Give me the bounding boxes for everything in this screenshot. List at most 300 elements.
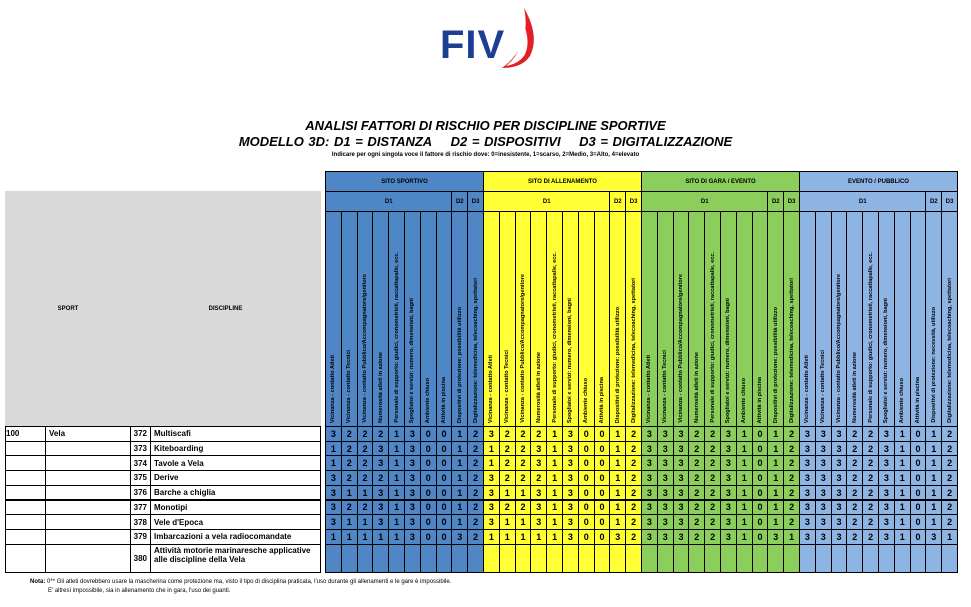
- footnote: [30, 578, 930, 596]
- risk-value: 3: [799, 514, 816, 530]
- factor-label: Ambiente chiuso: [741, 377, 748, 423]
- risk-value: 2: [783, 500, 800, 516]
- risk-value: [752, 544, 769, 573]
- risk-value: [609, 544, 626, 573]
- d3-header: D3: [941, 191, 958, 212]
- discipline-code: 374: [130, 455, 151, 471]
- risk-value: 2: [688, 514, 705, 530]
- risk-value: 3: [641, 441, 658, 457]
- risk-value: 2: [625, 426, 642, 442]
- discipline-name: Derive: [150, 470, 321, 486]
- factor-header: [720, 211, 737, 427]
- risk-value: 2: [499, 470, 516, 486]
- sport-name: [45, 514, 131, 530]
- risk-value: [894, 544, 911, 573]
- risk-value: 2: [467, 514, 484, 530]
- risk-value: 0: [752, 470, 769, 486]
- risk-value: 2: [688, 470, 705, 486]
- factor-label: Numerosità atleti in azione: [693, 352, 700, 423]
- risk-value: 3: [767, 529, 784, 545]
- risk-value: 1: [894, 426, 911, 442]
- risk-value: 2: [941, 500, 958, 516]
- risk-value: 1: [609, 500, 626, 516]
- sport-name: [45, 500, 131, 516]
- factor-header: [688, 211, 705, 427]
- risk-value: 2: [625, 485, 642, 501]
- factor-label: Dispositivi di protezione: possibilità utilizzo: [772, 306, 779, 423]
- risk-value: 1: [894, 500, 911, 516]
- risk-value: 2: [688, 485, 705, 501]
- risk-value: 1: [736, 470, 753, 486]
- group-header: EVENTO / PUBBLICO: [799, 171, 958, 192]
- risk-value: 0: [578, 514, 595, 530]
- risk-value: 1: [894, 455, 911, 471]
- risk-value: 3: [720, 455, 737, 471]
- group-header: SITO DI GARA / EVENTO: [641, 171, 800, 192]
- risk-value: 2: [357, 455, 374, 471]
- risk-value: [372, 544, 389, 573]
- risk-value: 1: [388, 441, 405, 457]
- d3-header: D3: [783, 191, 800, 212]
- risk-value: 2: [846, 470, 863, 486]
- factor-header: [831, 211, 848, 427]
- factor-label: Vicinanza - contatto Pubblico/Accompagnatore/genitore: [361, 274, 368, 423]
- risk-value: 3: [483, 485, 500, 501]
- risk-value: [625, 544, 642, 573]
- risk-value: [815, 544, 832, 573]
- risk-value: 2: [783, 470, 800, 486]
- factor-label: Vicinanza - contatto Atleti: [804, 354, 811, 423]
- risk-value: 2: [862, 514, 879, 530]
- risk-value: 3: [562, 426, 579, 442]
- risk-value: [799, 544, 816, 573]
- risk-value: 3: [878, 514, 895, 530]
- factor-header: [594, 211, 611, 427]
- risk-value: 2: [625, 514, 642, 530]
- risk-value: 0: [436, 529, 453, 545]
- factor-label: Vicinanza - contatto Tecnici: [662, 349, 669, 423]
- risk-value: 1: [767, 500, 784, 516]
- risk-value: 3: [878, 441, 895, 457]
- risk-value: 2: [704, 500, 721, 516]
- risk-value: 3: [657, 470, 674, 486]
- factor-label: Vicinanza - contatto Atleti: [488, 354, 495, 423]
- risk-value: 2: [704, 441, 721, 457]
- risk-value: [941, 544, 958, 573]
- risk-value: 3: [720, 470, 737, 486]
- risk-value: 3: [483, 426, 500, 442]
- risk-value: 1: [357, 529, 374, 545]
- discipline-name: Attività motorie marinaresche applicative alle discipline della Vela: [150, 544, 321, 573]
- risk-value: [673, 544, 690, 573]
- col-header-disciplines: DISCIPLINE: [130, 191, 321, 427]
- risk-value: 3: [673, 426, 690, 442]
- risk-value: 2: [783, 441, 800, 457]
- factor-label: Personale di supporto: giudici, cronometristi, raccattapalle, ecc.: [867, 252, 874, 423]
- risk-value: [704, 544, 721, 573]
- risk-value: 3: [878, 455, 895, 471]
- risk-value: 3: [657, 485, 674, 501]
- risk-value: [767, 544, 784, 573]
- risk-value: 2: [941, 441, 958, 457]
- discipline-code: 379: [130, 529, 151, 545]
- risk-value: 3: [451, 529, 468, 545]
- risk-value: 3: [799, 455, 816, 471]
- risk-value: 1: [609, 441, 626, 457]
- risk-value: 2: [862, 485, 879, 501]
- risk-value: 2: [862, 529, 879, 545]
- discipline-code: 372: [130, 426, 151, 442]
- note-label: Nota:: [30, 579, 46, 585]
- risk-value: 1: [325, 455, 342, 471]
- risk-value: [783, 544, 800, 573]
- risk-value: 1: [530, 529, 547, 545]
- risk-value: 2: [499, 455, 516, 471]
- sport-code: [5, 514, 46, 530]
- risk-value: 1: [609, 455, 626, 471]
- risk-value: 3: [562, 441, 579, 457]
- risk-value: 2: [467, 529, 484, 545]
- risk-value: 1: [546, 514, 563, 530]
- risk-value: 3: [372, 514, 389, 530]
- risk-value: 3: [831, 529, 848, 545]
- risk-value: 1: [736, 514, 753, 530]
- risk-value: 1: [451, 485, 468, 501]
- risk-value: 3: [815, 455, 832, 471]
- risk-value: 3: [878, 470, 895, 486]
- risk-value: 3: [562, 529, 579, 545]
- risk-value: 2: [783, 485, 800, 501]
- factor-label: Attività in piscina: [440, 376, 447, 423]
- risk-value: 1: [767, 514, 784, 530]
- factor-label: Vicinanza - contatto Pubblico/Accompagnatore/genitore: [835, 274, 842, 423]
- risk-value: 3: [815, 441, 832, 457]
- sport-code: [5, 544, 46, 573]
- risk-value: 0: [594, 455, 611, 471]
- model-prefix: MODELLO 3D:: [238, 134, 330, 149]
- risk-value: 3: [562, 514, 579, 530]
- risk-value: 2: [862, 455, 879, 471]
- risk-value: 0: [578, 470, 595, 486]
- factor-label: Attività in piscina: [598, 376, 605, 423]
- risk-value: 3: [404, 529, 421, 545]
- factor-header: [530, 211, 547, 427]
- risk-value: 3: [831, 514, 848, 530]
- discipline-name: Barche a chiglia: [150, 485, 321, 501]
- risk-value: 2: [341, 500, 358, 516]
- risk-value: 3: [483, 470, 500, 486]
- factor-header: [483, 211, 500, 427]
- risk-value: [451, 544, 468, 573]
- risk-value: 1: [767, 441, 784, 457]
- risk-value: 1: [388, 485, 405, 501]
- sport-code: [5, 485, 46, 501]
- risk-value: 0: [578, 455, 595, 471]
- risk-value: 1: [388, 470, 405, 486]
- d1-header: D1: [799, 191, 926, 212]
- risk-value: 2: [625, 500, 642, 516]
- factor-label: Spogliatoi e servizi: numero, dimensioni, bagni: [883, 297, 890, 423]
- risk-value: 2: [704, 514, 721, 530]
- factor-header: [546, 211, 563, 427]
- risk-value: 1: [388, 514, 405, 530]
- risk-value: 1: [736, 441, 753, 457]
- risk-value: 0: [910, 455, 927, 471]
- discipline-code: 375: [130, 470, 151, 486]
- risk-value: 2: [846, 485, 863, 501]
- group-header: SITO DI ALLENAMENTO: [483, 171, 642, 192]
- factor-header: [783, 211, 800, 427]
- risk-value: 2: [704, 455, 721, 471]
- risk-value: 1: [515, 529, 532, 545]
- group-header: SITO SPORTIVO: [325, 171, 484, 192]
- risk-value: 3: [673, 500, 690, 516]
- risk-value: 3: [673, 529, 690, 545]
- risk-value: 3: [799, 441, 816, 457]
- risk-value: 3: [372, 500, 389, 516]
- factor-label: Attività in piscina: [756, 376, 763, 423]
- risk-value: 3: [530, 485, 547, 501]
- risk-value: 0: [594, 485, 611, 501]
- risk-value: 2: [704, 470, 721, 486]
- risk-value: 0: [436, 470, 453, 486]
- risk-value: 1: [451, 426, 468, 442]
- risk-value: 2: [499, 441, 516, 457]
- factor-label: Attività in piscina: [914, 376, 921, 423]
- sport-code: [5, 441, 46, 457]
- factor-label: Spogliatoi e servizi: numero, dimensioni, bagni: [567, 297, 574, 423]
- discipline-code: 377: [130, 500, 151, 516]
- risk-value: 1: [736, 455, 753, 471]
- risk-value: 2: [467, 500, 484, 516]
- risk-value: 2: [625, 529, 642, 545]
- risk-value: 1: [483, 441, 500, 457]
- risk-value: 3: [404, 514, 421, 530]
- risk-value: 0: [910, 485, 927, 501]
- risk-value: 3: [325, 514, 342, 530]
- risk-value: 3: [641, 529, 658, 545]
- risk-value: 0: [752, 441, 769, 457]
- factor-header: [925, 211, 942, 427]
- risk-value: [436, 544, 453, 573]
- risk-value: 2: [941, 470, 958, 486]
- risk-value: 3: [530, 455, 547, 471]
- risk-value: 3: [720, 500, 737, 516]
- risk-value: 1: [767, 485, 784, 501]
- risk-value: 2: [357, 470, 374, 486]
- factor-label: Ambiente chiuso: [583, 377, 590, 423]
- risk-value: 0: [910, 514, 927, 530]
- risk-value: 2: [941, 514, 958, 530]
- risk-value: 0: [578, 441, 595, 457]
- factor-label: Personale di supporto: giudici, cronometristi, raccattapalle, ecc.: [551, 252, 558, 423]
- risk-value: 1: [451, 514, 468, 530]
- risk-value: 0: [594, 426, 611, 442]
- risk-value: 2: [862, 500, 879, 516]
- logo-text: FIV: [440, 23, 506, 67]
- risk-value: 0: [420, 426, 437, 442]
- risk-value: 0: [910, 470, 927, 486]
- risk-value: 1: [941, 529, 958, 545]
- risk-value: 1: [925, 455, 942, 471]
- discipline-name: Imbarcazioni a vela radiocomandate: [150, 529, 321, 545]
- factor-label: Vicinanza - contatto Pubblico/Accompagnatore/genitore: [519, 274, 526, 423]
- risk-value: 3: [530, 514, 547, 530]
- risk-value: 0: [436, 455, 453, 471]
- risk-value: [831, 544, 848, 573]
- factor-header: [609, 211, 626, 427]
- factor-label: Dispositivi di protezione: possibilità utilizzo: [456, 306, 463, 423]
- factor-header: [846, 211, 863, 427]
- risk-value: [357, 544, 374, 573]
- d2-header: D2: [451, 191, 468, 212]
- risk-value: 2: [846, 529, 863, 545]
- risk-value: 3: [815, 500, 832, 516]
- risk-value: 2: [467, 426, 484, 442]
- risk-value: 3: [815, 485, 832, 501]
- risk-value: [657, 544, 674, 573]
- risk-value: 2: [515, 470, 532, 486]
- risk-value: 1: [609, 470, 626, 486]
- risk-value: 2: [372, 470, 389, 486]
- factor-label: Numerosità atleti in azione: [535, 352, 542, 423]
- risk-value: 0: [420, 485, 437, 501]
- factor-header: [657, 211, 674, 427]
- sport-name: [45, 544, 131, 573]
- risk-value: 1: [894, 529, 911, 545]
- risk-value: [688, 544, 705, 573]
- risk-value: 0: [420, 441, 437, 457]
- risk-value: 1: [325, 529, 342, 545]
- risk-value: 0: [752, 455, 769, 471]
- risk-value: 1: [546, 426, 563, 442]
- risk-value: 3: [657, 441, 674, 457]
- risk-value: 0: [594, 500, 611, 516]
- risk-value: 2: [625, 441, 642, 457]
- risk-value: 0: [752, 529, 769, 545]
- risk-value: 2: [846, 455, 863, 471]
- risk-value: 1: [483, 529, 500, 545]
- risk-value: 1: [783, 529, 800, 545]
- risk-value: 3: [641, 500, 658, 516]
- risk-value: 0: [594, 514, 611, 530]
- risk-value: 3: [657, 529, 674, 545]
- sport-name: [45, 485, 131, 501]
- risk-value: 0: [420, 455, 437, 471]
- factor-label: Vicinanza - contatto Tecnici: [504, 349, 511, 423]
- sport-name: [45, 455, 131, 471]
- risk-value: 2: [357, 500, 374, 516]
- factor-header: [894, 211, 911, 427]
- risk-value: 0: [436, 441, 453, 457]
- risk-value: [420, 544, 437, 573]
- d3-header: D3: [625, 191, 642, 212]
- risk-value: [341, 544, 358, 573]
- risk-value: [546, 544, 563, 573]
- risk-value: [530, 544, 547, 573]
- risk-value: 3: [878, 500, 895, 516]
- risk-value: 0: [420, 470, 437, 486]
- risk-value: 2: [688, 426, 705, 442]
- model-d2: D2 = DISPOSITIVI: [450, 134, 561, 149]
- risk-value: 1: [609, 514, 626, 530]
- risk-value: 0: [420, 514, 437, 530]
- risk-value: 1: [515, 485, 532, 501]
- risk-value: 1: [388, 529, 405, 545]
- factor-header: [704, 211, 721, 427]
- risk-value: 3: [404, 426, 421, 442]
- discipline-name: Kiteboarding: [150, 441, 321, 457]
- risk-value: 3: [673, 455, 690, 471]
- risk-value: 2: [515, 441, 532, 457]
- factor-label: Dispositivi di protezione: possibilità utilizzo: [614, 306, 621, 423]
- risk-value: 1: [925, 426, 942, 442]
- risk-value: 1: [499, 529, 516, 545]
- risk-value: 2: [625, 470, 642, 486]
- risk-value: 1: [894, 470, 911, 486]
- risk-value: 1: [546, 500, 563, 516]
- risk-value: 2: [862, 441, 879, 457]
- risk-value: 2: [941, 455, 958, 471]
- risk-value: 1: [894, 514, 911, 530]
- risk-value: 1: [451, 470, 468, 486]
- risk-value: 1: [546, 470, 563, 486]
- risk-value: 3: [815, 470, 832, 486]
- risk-value: 2: [846, 514, 863, 530]
- d1-header: D1: [641, 191, 768, 212]
- risk-value: 3: [641, 455, 658, 471]
- risk-value: 3: [562, 470, 579, 486]
- risk-value: 3: [720, 426, 737, 442]
- risk-value: 2: [467, 441, 484, 457]
- risk-value: 2: [467, 470, 484, 486]
- risk-value: 2: [357, 426, 374, 442]
- risk-value: 1: [925, 500, 942, 516]
- page-title: ANALISI FATTORI DI RISCHIO PER DISCIPLINE SPORTIVE: [305, 118, 666, 133]
- risk-value: 1: [388, 426, 405, 442]
- risk-value: 3: [372, 455, 389, 471]
- risk-value: 3: [673, 441, 690, 457]
- factor-label: Vicinanza - contatto Atleti: [646, 354, 653, 423]
- risk-value: [862, 544, 879, 573]
- factor-header: [752, 211, 769, 427]
- risk-value: 3: [657, 500, 674, 516]
- risk-value: 2: [530, 470, 547, 486]
- risk-value: 1: [372, 529, 389, 545]
- factor-header: [625, 211, 642, 427]
- sport-name: [45, 529, 131, 545]
- risk-value: [594, 544, 611, 573]
- note-line-1: 0** Gli atleti dovrebbero usare la mascherina come protezione ma, visto il tipo di disciplina praticata, l'uso durante gli allenamenti e le gare è impossibile.: [47, 579, 452, 585]
- risk-value: 0: [436, 500, 453, 516]
- risk-value: [562, 544, 579, 573]
- risk-value: 3: [325, 470, 342, 486]
- risk-value: 3: [483, 514, 500, 530]
- risk-value: 0: [752, 500, 769, 516]
- risk-value: 1: [388, 500, 405, 516]
- risk-value: 3: [815, 426, 832, 442]
- risk-value: 0: [594, 441, 611, 457]
- risk-value: 3: [372, 441, 389, 457]
- model-d1: D1 = DISTANZA: [334, 134, 433, 149]
- risk-value: 0: [910, 441, 927, 457]
- risk-value: [515, 544, 532, 573]
- risk-value: 1: [736, 485, 753, 501]
- factor-header: [325, 211, 342, 427]
- risk-value: 1: [546, 529, 563, 545]
- risk-value: [578, 544, 595, 573]
- risk-value: 2: [704, 426, 721, 442]
